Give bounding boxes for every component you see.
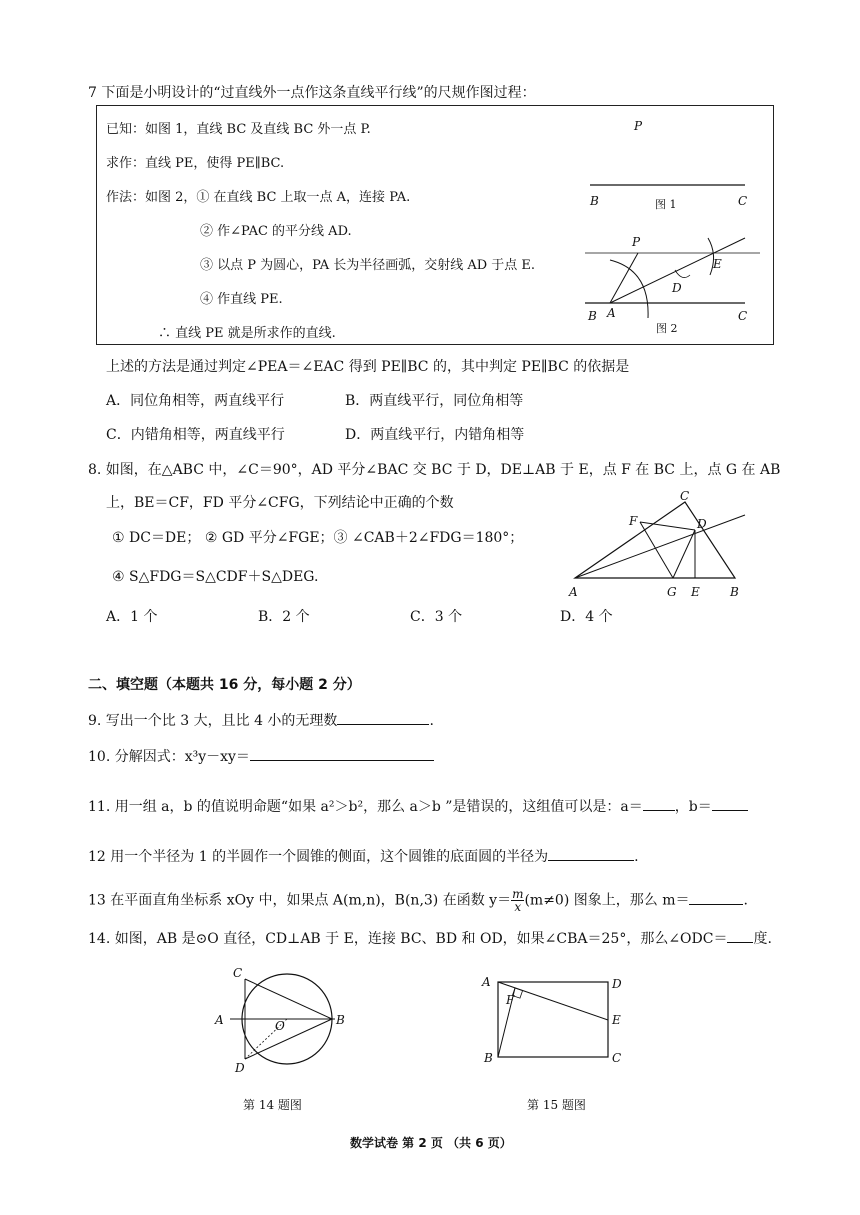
fig14-label-a: A	[215, 1013, 224, 1027]
q8-option-c: C．3 个	[410, 609, 463, 625]
q9-text: 9. 写出一个比 3 大，且比 4 小的无理数	[88, 713, 338, 729]
fig15-label-d: D	[612, 977, 622, 991]
fig15-label-f: F	[506, 993, 515, 1007]
fig15-label-a: A	[482, 975, 491, 989]
q14-unit: 度.	[753, 931, 772, 947]
fig15-label-e: E	[612, 1013, 621, 1027]
q7-given: 已知：如图 1，直线 BC 及直线 BC 外一点 P.	[106, 122, 371, 137]
q8-label-c: C	[680, 490, 690, 503]
fig2-caption: 图 2	[656, 322, 678, 335]
q8-label-a: A	[569, 585, 578, 599]
q7-option-d: D．两直线平行，内错角相等	[345, 427, 525, 443]
q13-frac-num: m	[512, 887, 524, 901]
q14-text: 14. 如图，AB 是⊙O 直径，CD⊥AB 于 E，连接 BC、BD 和 OD，如果∠CBA＝25°，那么∠ODC＝	[88, 931, 728, 947]
fig15	[478, 972, 628, 1067]
q7-seek: 求作：直线 PE，使得 PE∥BC.	[106, 156, 285, 171]
triangle-abc	[575, 502, 735, 578]
fig2-arc-p	[610, 260, 648, 318]
q11-text: 11. 用一组 a，b 的值说明命题“如果 a²＞b²，那么 a＞b ”是错误的，这组值可以是：a＝	[88, 799, 643, 815]
q14	[88, 928, 772, 948]
fig2-segment-pa	[610, 253, 638, 303]
fig14-segment-bd	[245, 1019, 332, 1059]
q12: 12 用一个半径为 1 的半圆作一个圆锥的侧面，这个圆锥的底面圆的半径为 .	[88, 846, 639, 866]
page-footer: 数学试卷 第 2 页 （共 6 页）	[350, 1136, 512, 1150]
q8-statements-123: ① DC＝DE； ② GD 平分∠FGE；③ ∠CAB＋2∠FDG＝180°；	[112, 530, 524, 546]
q13-text: 13 在平面直角坐标系 xOy 中，如果点 A(m,n)，B(n,3) 在函数 y＝	[88, 892, 512, 909]
q13: 13 在平面直角坐标系 xOy 中，如果点 A(m,n)，B(n,3) 在函数 y＝ $\frac{m}{x}$ (m≠0) 图象上，那么 m＝ .	[88, 887, 748, 914]
q11-blank-b[interactable]	[712, 796, 748, 811]
fig14-label-o: O	[275, 1019, 285, 1033]
q7-method: 作法：如图 2，① 在直线 BC 上取一点 A，连接 PA.	[106, 190, 411, 205]
segment-fg	[640, 522, 673, 578]
q8-figure	[565, 490, 755, 605]
q8-option-b: B．2 个	[258, 609, 310, 625]
fig2-label-a: A	[607, 306, 616, 320]
q14-blank[interactable]	[727, 928, 753, 943]
q7-question: 上述的方法是通过判定∠PEA＝∠EAC 得到 PE∥BC 的，其中判定 PE∥BC 的依据是	[106, 359, 630, 375]
q11-blank-a[interactable]	[643, 796, 675, 811]
fig2-label-d: D	[672, 281, 682, 295]
q10-text: 10. 分解因式：x³y－xy＝	[88, 749, 250, 765]
q7-option-b: B．两直线平行，同位角相等	[345, 393, 524, 409]
q7-figures	[580, 110, 770, 340]
q8-label-e: E	[691, 585, 700, 599]
fig2-label-p: P	[632, 235, 641, 249]
q7-conclusion: ∴ 直线 PE 就是所求作的直线.	[158, 326, 336, 341]
q11	[88, 796, 748, 816]
fig1-caption: 图 1	[655, 198, 677, 211]
q8-label-d: D	[697, 517, 707, 531]
q13-frac-den: x	[514, 900, 522, 914]
fig15-caption: 第 15 题图	[527, 1098, 586, 1112]
q12-blank[interactable]	[548, 846, 634, 861]
fig15-label-b: B	[484, 1051, 493, 1065]
fig2-label-e: E	[713, 257, 722, 271]
q8-label-f: F	[629, 514, 638, 528]
q13-tail: (m≠0) 图象上，那么 m＝	[524, 892, 690, 909]
q7-step3: ③ 以点 P 为圆心，PA 长为半径画弧，交射线 AD 于点 E.	[200, 258, 536, 273]
q10-blank[interactable]	[250, 746, 434, 761]
fig14-label-d: D	[235, 1061, 245, 1075]
q9-blank[interactable]	[337, 710, 429, 725]
fig14-caption: 第 14 题图	[243, 1098, 302, 1112]
fig14-label-b: B	[336, 1013, 345, 1027]
q8-statement-4: ④ S△FDG＝S△CDF＋S△DEG.	[112, 569, 319, 585]
q10	[88, 746, 434, 766]
q9: 9. 写出一个比 3 大，且比 4 小的无理数 .	[88, 710, 434, 730]
q7-step4: ④ 作直线 PE.	[200, 292, 283, 307]
fig14-segment-bc	[245, 979, 332, 1019]
q13-fraction	[511, 888, 524, 913]
fig15-rectangle	[498, 982, 608, 1057]
q7-intro: 7 下面是小明设计的“过直线外一点作这条直线平行线”的尺规作图过程：	[88, 85, 536, 101]
q7-option-c: C．内错角相等，两直线平行	[106, 427, 285, 443]
fig14-label-c: C	[233, 966, 243, 980]
q8-line1: 8. 如图，在△ABC 中，∠C＝90°，AD 平分∠BAC 交 BC 于 D，DE⊥AB 于 E，点 F 在 BC 上，点 G 在 AB	[88, 462, 781, 478]
q13-blank[interactable]	[689, 890, 743, 905]
fig15-label-c: C	[612, 1051, 622, 1065]
fig1-label-p: P	[634, 119, 643, 133]
fig1-label-c: C	[738, 194, 748, 208]
q8-line2: 上，BE＝CF，FD 平分∠CFG，下列结论中正确的个数	[106, 495, 454, 511]
fig2-label-c: C	[738, 309, 748, 323]
fig14	[205, 962, 355, 1087]
q8-label-g: G	[667, 585, 677, 599]
section-fill-in-heading: 二、填空题（本题共 16 分，每小题 2 分）	[88, 677, 361, 693]
q8-option-d: D．4 个	[560, 609, 613, 625]
q7-step2: ② 作∠PAC 的平分线 AD.	[200, 224, 352, 239]
segment-fd	[640, 522, 695, 530]
q7-option-a: A．同位角相等，两直线平行	[106, 393, 285, 409]
fig2-label-b: B	[588, 309, 597, 323]
q8-option-a: A．1 个	[106, 609, 158, 625]
fig15-segment-ae	[498, 982, 608, 1020]
q12-text: 12 用一个半径为 1 的半圆作一个圆锥的侧面，这个圆锥的底面圆的半径为	[88, 849, 549, 865]
q11-b-label: ，b＝	[674, 799, 712, 815]
q8-label-b: B	[730, 585, 739, 599]
fig1-label-b: B	[590, 194, 599, 208]
